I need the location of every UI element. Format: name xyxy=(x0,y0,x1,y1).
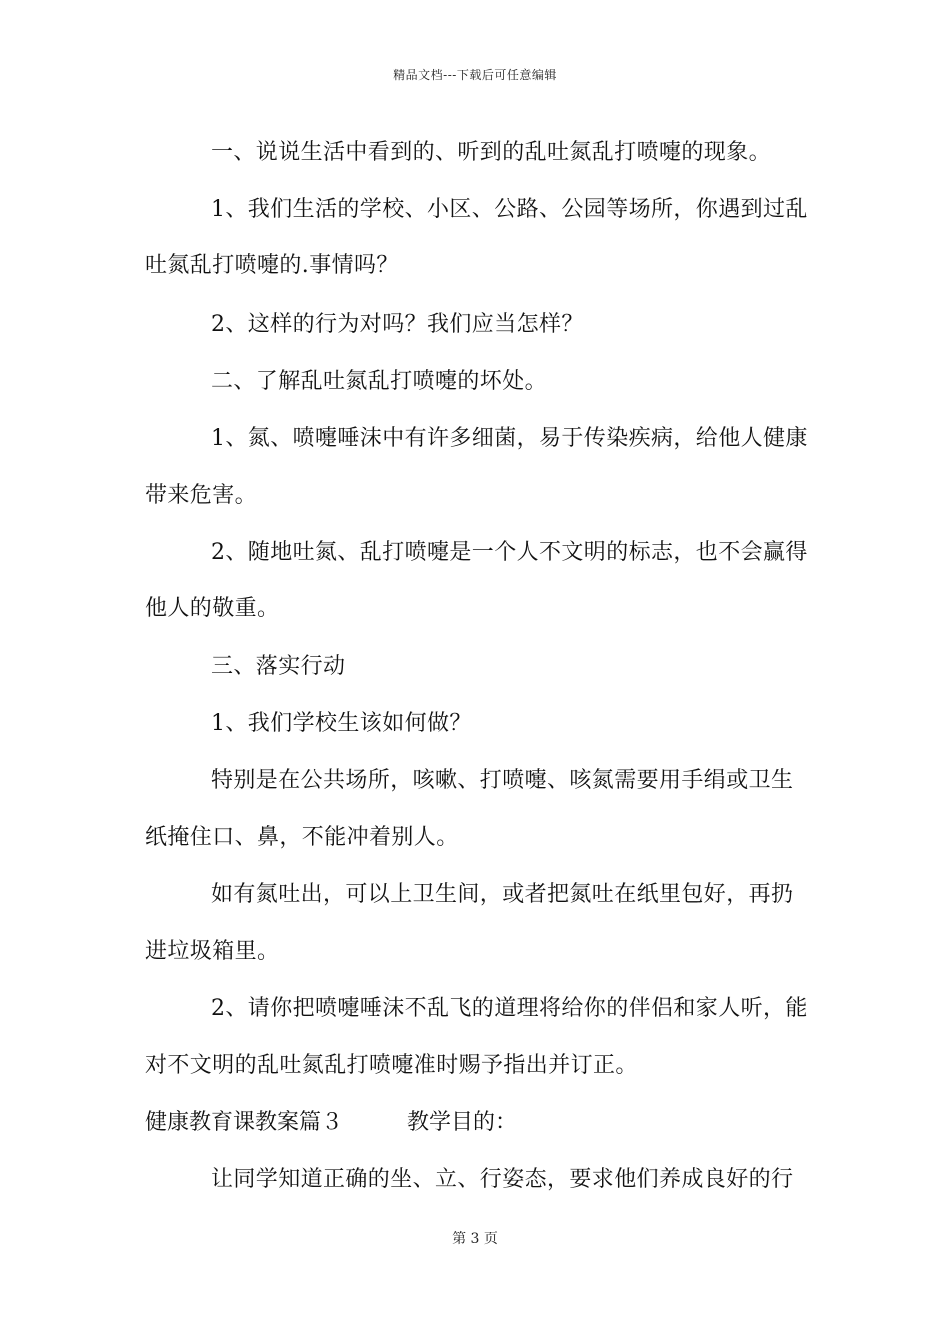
paragraph-public-line-2: 纸掩住口、鼻，不能冲着别人。 xyxy=(145,825,459,850)
paragraph-action-1: 1、我们学校生该如何做？ xyxy=(211,711,472,736)
paragraph-harm-1-line-2: 带来危害。 xyxy=(145,483,258,508)
paragraph-public-line-1: 特别是在公共场所，咳嗽、打喷嚏、咳氮需要用手绢或卫生 xyxy=(211,768,794,793)
paragraph-spit-line-1: 如有氮吐出，可以上卫生间，或者把氮吐在纸里包好，再扔 xyxy=(211,882,794,907)
section-title-row xyxy=(145,1108,518,1138)
section-subtitle: 教学目的： xyxy=(407,1110,518,1135)
paragraph-item-1-line-1: 1、我们生活的学校、小区、公路、公园等场所，你遇到过乱 xyxy=(211,197,808,222)
paragraph-harm-1-line-1: 1、氮、喷嚏唾沫中有许多细菌，易于传染疾病，给他人健康 xyxy=(211,426,808,451)
paragraph-section-one-heading: 一、说说生活中看到的、听到的乱吐氮乱打喷嚏的现象。 xyxy=(211,140,772,165)
paragraph-item-2: 2、这样的行为对吗？我们应当怎样？ xyxy=(211,312,584,337)
paragraph-share-line-2: 对不文明的乱吐氮乱打喷嚏准时赐予指出并订正。 xyxy=(145,1053,638,1078)
paragraph-section-three-heading: 三、落实行动 xyxy=(211,654,346,679)
paragraph-item-1-line-2: 吐氮乱打喷嚏的.事情吗？ xyxy=(145,253,399,278)
paragraph-objective-line-1: 让同学知道正确的坐、立、行姿态，要求他们养成良好的行 xyxy=(211,1167,794,1192)
page-number: 第 3 页 xyxy=(452,1231,498,1247)
section-title: 健康教育课教案篇３ xyxy=(145,1110,344,1135)
page-header: 精品文档---下载后可任意编辑 xyxy=(393,68,557,82)
paragraph-spit-line-2: 进垃圾箱里。 xyxy=(145,939,280,964)
paragraph-harm-2-line-2: 他人的敬重。 xyxy=(145,596,280,621)
paragraph-share-line-1: 2、请你把喷嚏唾沫不乱飞的道理将给你的伴侣和家人听，能 xyxy=(211,996,808,1021)
paragraph-section-two-heading: 二、了解乱吐氮乱打喷嚏的坏处。 xyxy=(211,369,548,394)
paragraph-harm-2-line-1: 2、随地吐氮、乱打喷嚏是一个人不文明的标志，也不会赢得 xyxy=(211,540,808,565)
